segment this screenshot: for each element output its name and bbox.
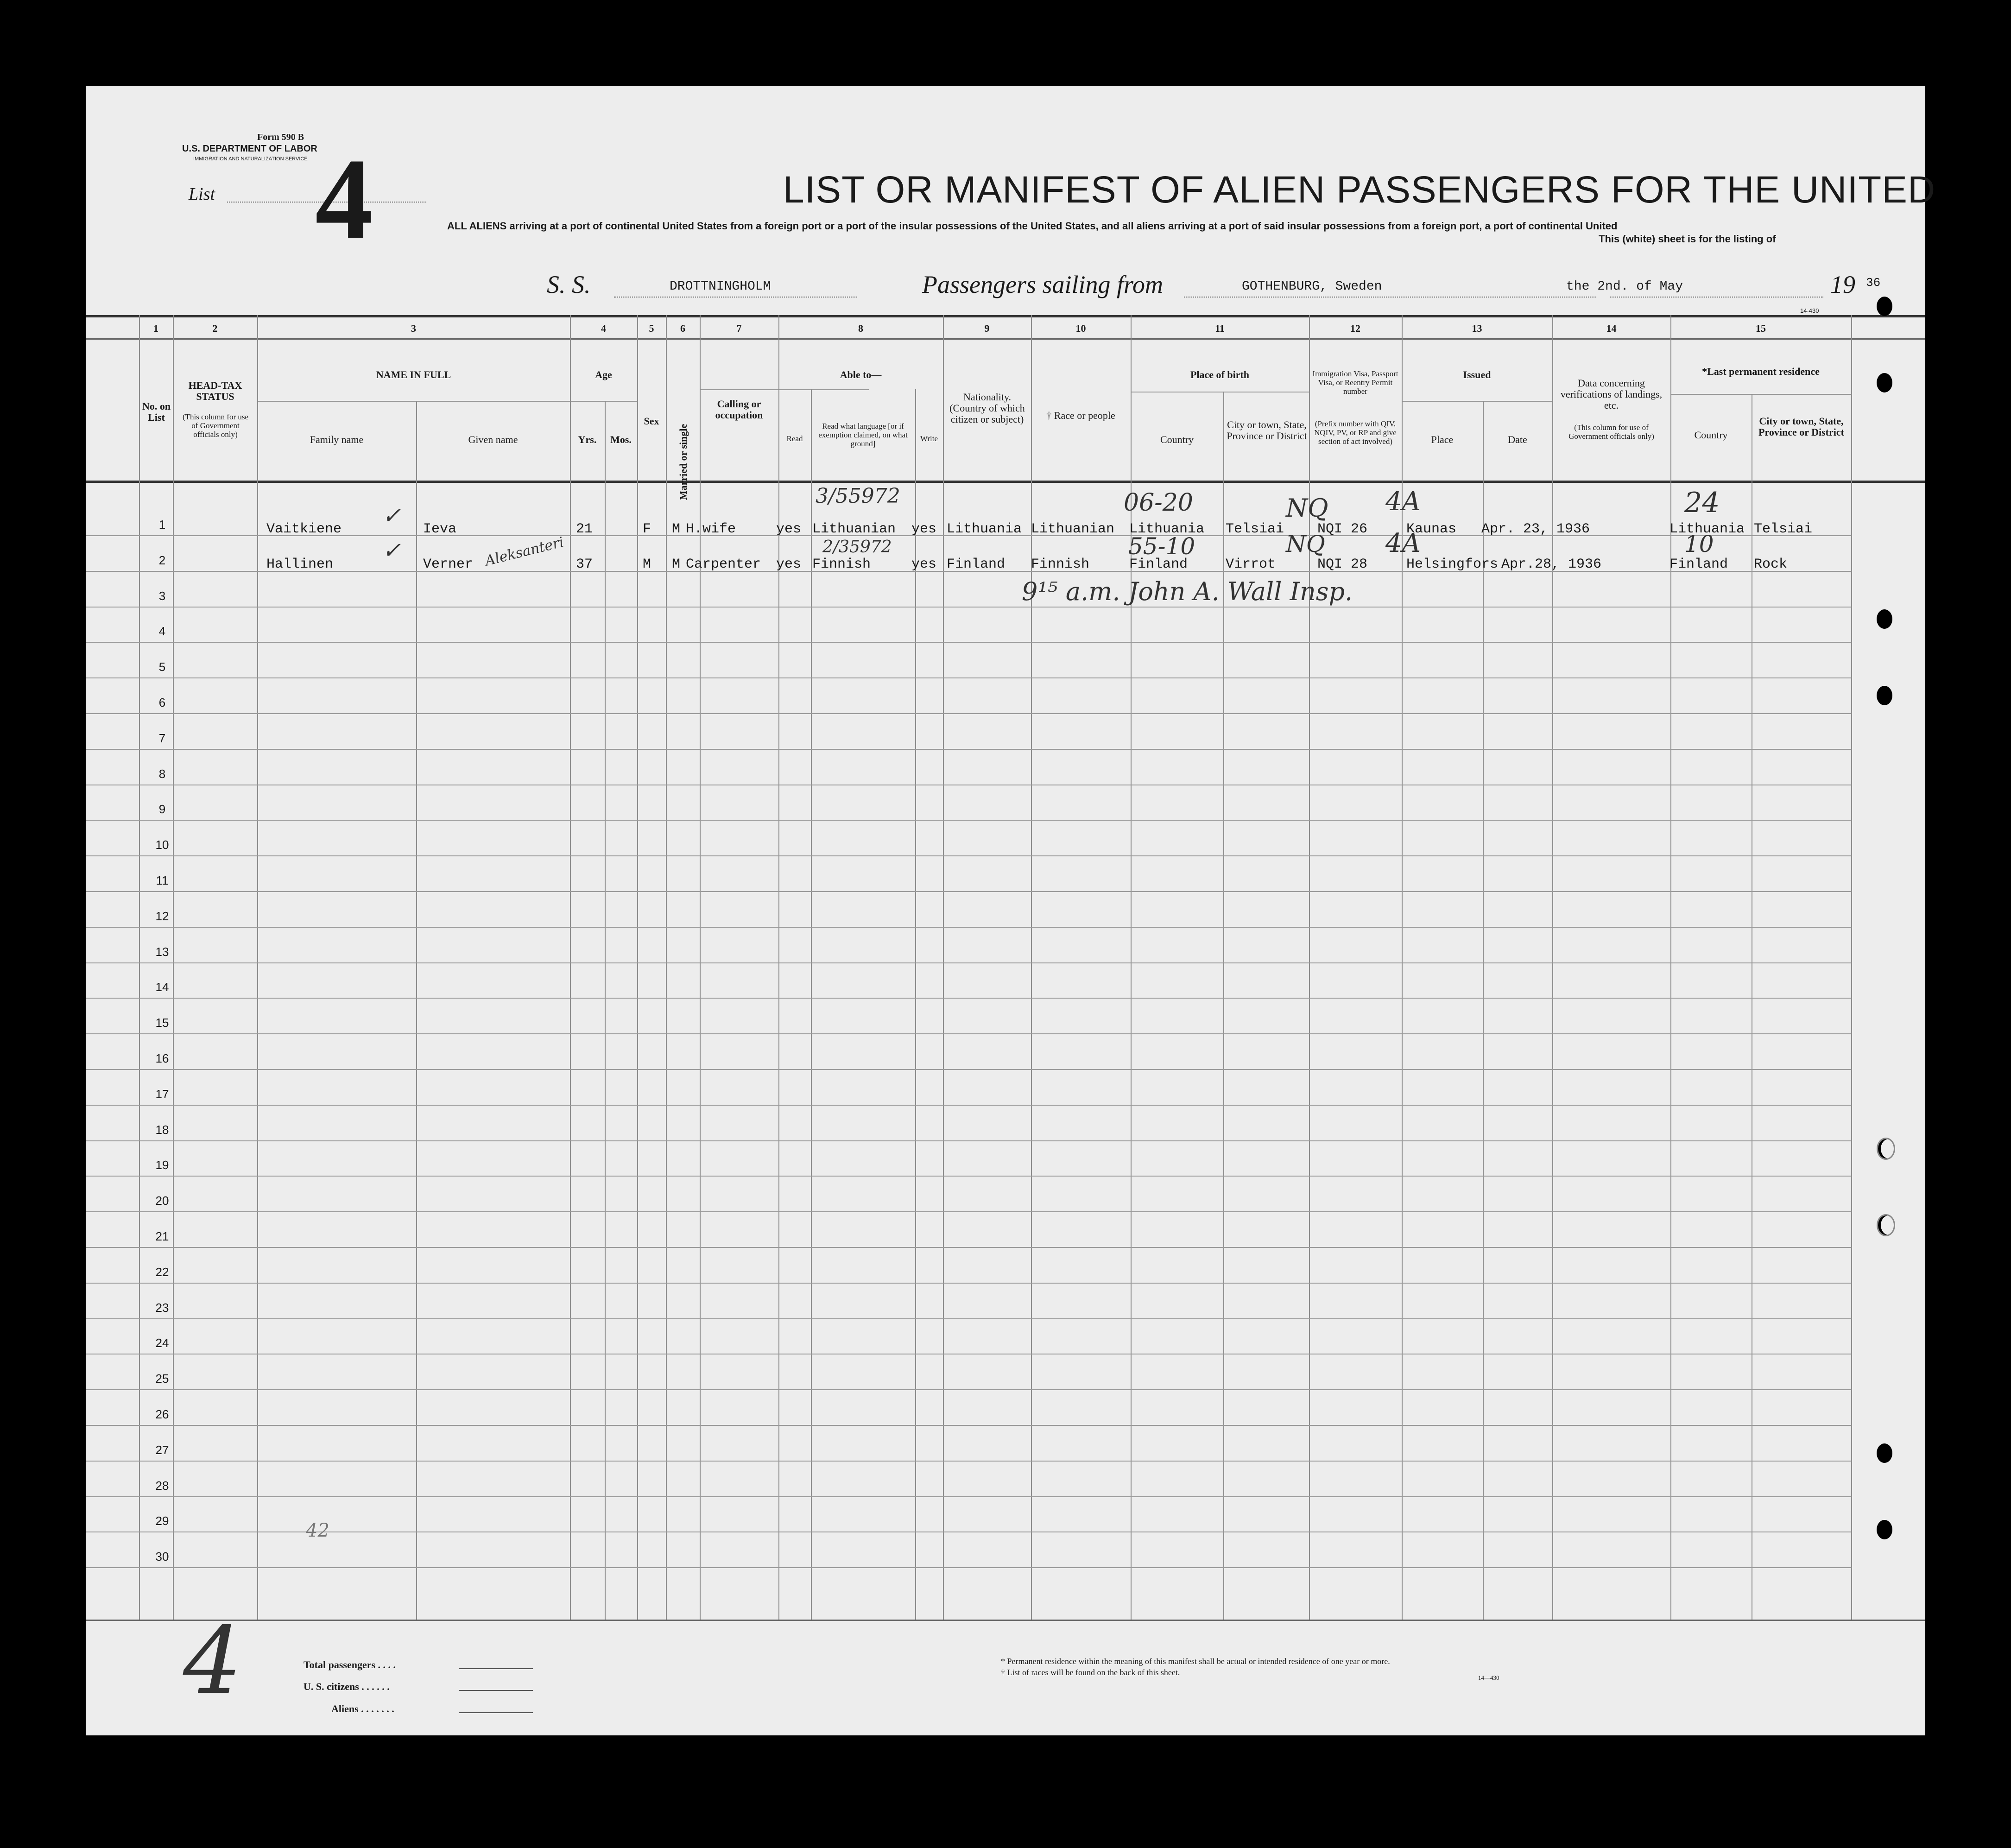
header-given-name: Given name <box>468 434 518 445</box>
colnum: 11 <box>1215 323 1225 334</box>
sex: F <box>643 521 651 537</box>
row-rule <box>86 1496 1851 1497</box>
colnum: 13 <box>1472 323 1482 334</box>
total-passengers-label: Total passengers . . . . <box>304 1659 396 1671</box>
header-head-tax-note: (This column for use of Government officials only) <box>182 412 249 439</box>
header-yrs: Yrs. <box>578 434 597 445</box>
sheet-code: 14-430 <box>1800 307 1819 314</box>
visa-number: NQI 26 <box>1317 521 1368 537</box>
subtitle-line-1: ALL ALIENS arriving at a port of continental United States from a foreign port or a port of the insular possessions of the United States, and all aliens arriving at a port of said insular possessions from a foreign port, a port of continental United <box>447 220 1618 232</box>
colnum: 15 <box>1756 323 1766 334</box>
col-line <box>1670 315 1671 1620</box>
colnum: 10 <box>1075 323 1086 334</box>
visa-number: NQI 28 <box>1317 557 1368 572</box>
residence-city: Rock <box>1754 557 1788 572</box>
birth-country: Finland <box>1129 557 1188 572</box>
row-number: 28 <box>155 1479 169 1493</box>
aliens-text: Aliens <box>331 1703 359 1715</box>
handwritten-issued-row2: 4A <box>1385 528 1421 558</box>
given-name: Verner <box>423 557 474 572</box>
inspector-signature: 9¹⁵ a.m. John A. Wall Insp. <box>1022 577 1353 606</box>
colnum: 6 <box>680 323 685 334</box>
header-place-of-birth: Place of birth <box>1190 369 1250 380</box>
row-rule <box>86 998 1851 999</box>
handwritten-birth-row1: 06-20 <box>1124 489 1193 517</box>
handwritten-res-row2: 10 <box>1684 531 1714 557</box>
aliens-line <box>459 1712 533 1713</box>
language: Lithuanian <box>812 521 896 537</box>
row-number: 26 <box>155 1407 169 1421</box>
header-res-city: City or town, State, Province or District <box>1758 415 1844 438</box>
header-visa-note: (Prefix number with QIV, NQIV, PV, or RP and give section of act involved) <box>1314 419 1397 446</box>
colnum: 7 <box>736 323 742 334</box>
row-number: 27 <box>155 1443 169 1457</box>
header-age: Age <box>595 369 612 380</box>
header-issued-place: Place <box>1431 434 1454 445</box>
col-line <box>139 315 140 1620</box>
header-read: Read <box>786 434 803 443</box>
row-number: 18 <box>155 1123 169 1137</box>
read: yes <box>776 557 802 572</box>
handwritten-row29-note: 42 <box>306 1520 329 1541</box>
write: yes <box>911 557 937 572</box>
row-number: 16 <box>155 1051 169 1065</box>
handwritten-birth-row2: 55-10 <box>1128 533 1195 560</box>
family-name: Vaitkiene <box>266 521 342 537</box>
row-number: 1 <box>158 518 166 532</box>
colnum-rule <box>86 338 1925 340</box>
row-number: 24 <box>155 1336 169 1350</box>
colnum: 9 <box>984 323 990 334</box>
footnote-races: † List of races will be found on the back of this sheet. <box>1001 1668 1180 1677</box>
manifest-sheet <box>86 86 1936 1735</box>
handwritten-res-row1: 24 <box>1684 487 1720 519</box>
header-nationality: Nationality. (Country of which citizen or subject) <box>949 391 1025 425</box>
ship-name: DROTTNINGHOLM <box>670 279 771 294</box>
given-name: Ieva <box>423 521 457 537</box>
row-rule <box>86 1247 1851 1248</box>
col-line <box>1851 315 1852 1620</box>
row-rule <box>86 962 1851 963</box>
issued-date: Apr.28, 1936 <box>1501 557 1602 572</box>
race: Finnish <box>1031 557 1090 572</box>
footnote-code: 14—430 <box>1478 1674 1499 1681</box>
row-number: 11 <box>156 873 169 887</box>
age-yrs: 37 <box>576 557 593 572</box>
row-number: 2 <box>158 553 166 567</box>
header-bottom-border <box>86 481 1925 483</box>
birth-city: Telsiai <box>1226 521 1284 537</box>
header-sex: Sex <box>644 415 659 427</box>
row-rule <box>86 1140 1851 1141</box>
row-rule <box>86 1033 1851 1034</box>
colnum: 8 <box>858 323 863 334</box>
language: Finnish <box>812 557 871 572</box>
handwritten-code-row2: 2/35972 <box>822 538 892 557</box>
list-number: 4 <box>315 135 373 263</box>
row-rule <box>86 1069 1851 1070</box>
age-group-rule <box>570 401 637 402</box>
header-married: Married or single <box>677 424 689 500</box>
ss-label: S. S. <box>547 271 591 298</box>
nationality: Finland <box>947 557 1006 572</box>
residence-city: Telsiai <box>1754 521 1813 537</box>
colnum: 4 <box>601 323 606 334</box>
row-rule <box>86 1425 1851 1426</box>
issued-place: Kaunas <box>1406 521 1457 537</box>
row-number: 8 <box>158 767 166 781</box>
port-name: GOTHENBURG, Sweden <box>1242 279 1382 294</box>
col-line <box>666 315 667 1620</box>
row-rule <box>86 891 1851 892</box>
issued-date: Apr. 23, 1936 <box>1481 521 1590 537</box>
row-rule <box>86 1283 1851 1284</box>
col-line <box>1483 401 1484 1620</box>
binder-hole-icon <box>1877 609 1892 629</box>
binder-hole-icon <box>1877 297 1892 316</box>
table-top-border <box>86 315 1925 317</box>
age-yrs: 21 <box>576 521 593 537</box>
family-name: Hallinen <box>266 557 334 572</box>
residence-group-rule <box>1670 394 1851 395</box>
row-rule <box>86 820 1851 821</box>
us-citizens-line <box>459 1690 533 1691</box>
colnum: 5 <box>649 323 654 334</box>
row-rule <box>86 607 1851 608</box>
handwritten-visa-row1: NQ <box>1286 494 1328 523</box>
us-citizens-text: U. S. citizens <box>304 1681 359 1692</box>
nationality: Lithuania <box>947 521 1022 537</box>
row-number: 9 <box>158 802 166 816</box>
binder-hole-icon <box>1877 1138 1895 1160</box>
us-citizens-label: U. S. citizens . . . . . . <box>304 1681 390 1692</box>
row-number: 15 <box>155 1016 169 1030</box>
residence-country: Finland <box>1670 557 1728 572</box>
col-line <box>943 315 944 1620</box>
header-read-language: Read what language [or if exemption claimed, on what ground] <box>818 422 908 448</box>
row-rule <box>86 713 1851 714</box>
row-number: 13 <box>155 945 169 959</box>
form-number: Form 590 B <box>257 132 304 142</box>
married: M <box>672 557 681 572</box>
handwritten-issued-row1: 4A <box>1385 487 1421 517</box>
handwritten-code-row1: 3/55972 <box>816 484 900 508</box>
row-rule <box>86 642 1851 643</box>
col-line <box>173 315 174 1620</box>
col-line <box>700 315 701 1620</box>
header-race: † Race or people <box>1046 410 1115 421</box>
list-label: List <box>189 184 215 204</box>
col-line <box>1031 315 1032 1620</box>
row-number: 10 <box>155 838 169 852</box>
row-number: 23 <box>155 1301 169 1315</box>
able-group-rule <box>700 389 869 390</box>
header-able-to: Able to— <box>840 369 882 380</box>
header-verification-note: (This column for use of Government officials only) <box>1568 423 1654 441</box>
header-no-on-list: No. on List <box>142 400 171 423</box>
row-number: 20 <box>155 1194 169 1208</box>
colnum: 3 <box>411 323 416 334</box>
check-mark-icon: ✓ <box>382 538 401 563</box>
row-number: 21 <box>155 1229 169 1243</box>
voyage-date: the 2nd. of May <box>1566 279 1683 294</box>
calling: H.wife <box>686 521 736 537</box>
col-line <box>637 315 638 1620</box>
header-head-tax: HEAD-TAX STATUS <box>188 380 242 402</box>
col-line <box>1552 315 1553 1620</box>
calling: Carpenter <box>686 557 761 572</box>
binder-hole-icon <box>1877 373 1892 392</box>
row-rule <box>86 1389 1851 1390</box>
col-line <box>605 401 606 1620</box>
name-group-rule <box>257 401 570 402</box>
header-birth-country: Country <box>1160 434 1194 445</box>
row-number: 5 <box>158 660 166 674</box>
handwritten-given-note: Aleksanteri <box>483 534 566 570</box>
col-line <box>1223 392 1224 1620</box>
check-mark-icon: ✓ <box>382 503 401 529</box>
row-number: 17 <box>155 1087 169 1101</box>
birth-city: Virrot <box>1226 557 1276 572</box>
col-line <box>570 315 571 1620</box>
row-number: 25 <box>155 1372 169 1386</box>
department: U.S. DEPARTMENT OF LABOR <box>182 144 317 154</box>
total-passengers-line <box>459 1668 533 1669</box>
header-write: Write <box>920 434 938 443</box>
row-number: 22 <box>155 1265 169 1279</box>
col-line <box>811 389 812 1620</box>
row-rule <box>86 927 1851 928</box>
birth-country: Lithuania <box>1129 521 1205 537</box>
row-rule <box>86 677 1851 678</box>
row-number: 19 <box>155 1158 169 1172</box>
colnum: 1 <box>153 323 158 334</box>
header-calling: Calling or occupation <box>715 398 763 421</box>
colnum: 14 <box>1606 323 1617 334</box>
row-number: 30 <box>155 1550 169 1563</box>
page-title: LIST OR MANIFEST OF ALIEN PASSENGERS FOR THE UNITED <box>783 169 1936 211</box>
handwritten-visa-row2: NQ <box>1286 531 1325 557</box>
row-rule <box>86 749 1851 750</box>
header-name-in-full: NAME IN FULL <box>376 369 451 380</box>
sex: M <box>643 557 651 572</box>
issued-group-rule <box>1402 401 1552 402</box>
binder-hole-icon <box>1877 686 1892 705</box>
colnum: 2 <box>212 323 218 334</box>
col-line <box>778 315 779 1620</box>
sailing-label: Passengers sailing from <box>922 271 1164 298</box>
issued-place: Helsingfors <box>1406 557 1499 572</box>
write: yes <box>911 521 937 537</box>
handwritten-bottom-note: 4 <box>183 1607 242 1715</box>
footnote-residence: * Permanent residence within the meaning of this manifest shall be actual or intended residence of one year or more. <box>1001 1657 1390 1666</box>
service: IMMIGRATION AND NATURALIZATION SERVICE <box>193 156 308 162</box>
header-issued-date: Date <box>1508 434 1527 445</box>
read: yes <box>776 521 802 537</box>
header-issued: Issued <box>1463 369 1491 380</box>
row-rule <box>86 855 1851 856</box>
row-rule <box>86 1567 1851 1568</box>
row-number: 3 <box>158 589 166 603</box>
row-rule <box>86 1461 1851 1462</box>
row-number: 4 <box>158 624 166 638</box>
aliens-label: Aliens . . . . . . . <box>331 1703 394 1715</box>
row-rule <box>86 1105 1851 1106</box>
header-last-residence: *Last permanent residence <box>1702 366 1820 377</box>
row-rule <box>86 1318 1851 1319</box>
subtitle-line-2: This (white) sheet is for the listing of <box>1599 233 1776 245</box>
header-visa: Immigration Visa, Passport Visa, or Reentry Permit number <box>1312 369 1398 396</box>
total-passengers-text: Total passengers <box>304 1659 376 1671</box>
header-birth-city: City or town, State, Province or District <box>1227 419 1307 442</box>
colnum: 12 <box>1350 323 1360 334</box>
married: M <box>672 521 681 537</box>
residence-country: Lithuania <box>1670 521 1745 537</box>
header-verification: Data concerning verifications of landings, etc. <box>1560 377 1663 411</box>
row-rule <box>86 1176 1851 1177</box>
row-number: 29 <box>155 1514 169 1528</box>
binder-hole-icon <box>1877 1214 1895 1236</box>
header-family-name: Family name <box>310 434 364 445</box>
year-prefix: 19 <box>1830 271 1855 298</box>
row-number: 6 <box>158 696 166 709</box>
col-line <box>257 315 258 1620</box>
header-mos: Mos. <box>610 434 632 445</box>
col-line <box>915 389 916 1620</box>
row-number: 7 <box>158 731 166 745</box>
header-res-country: Country <box>1694 429 1728 441</box>
race: Lithuanian <box>1031 521 1115 537</box>
row-number: 12 <box>155 909 169 923</box>
binder-hole-icon <box>1877 1520 1892 1539</box>
binder-hole-icon <box>1877 1443 1892 1463</box>
row-rule <box>86 1211 1851 1212</box>
year-suffix: 36 <box>1866 276 1881 290</box>
col-line <box>416 401 417 1620</box>
table-bottom-border <box>86 1620 1925 1621</box>
row-number: 14 <box>155 980 169 994</box>
